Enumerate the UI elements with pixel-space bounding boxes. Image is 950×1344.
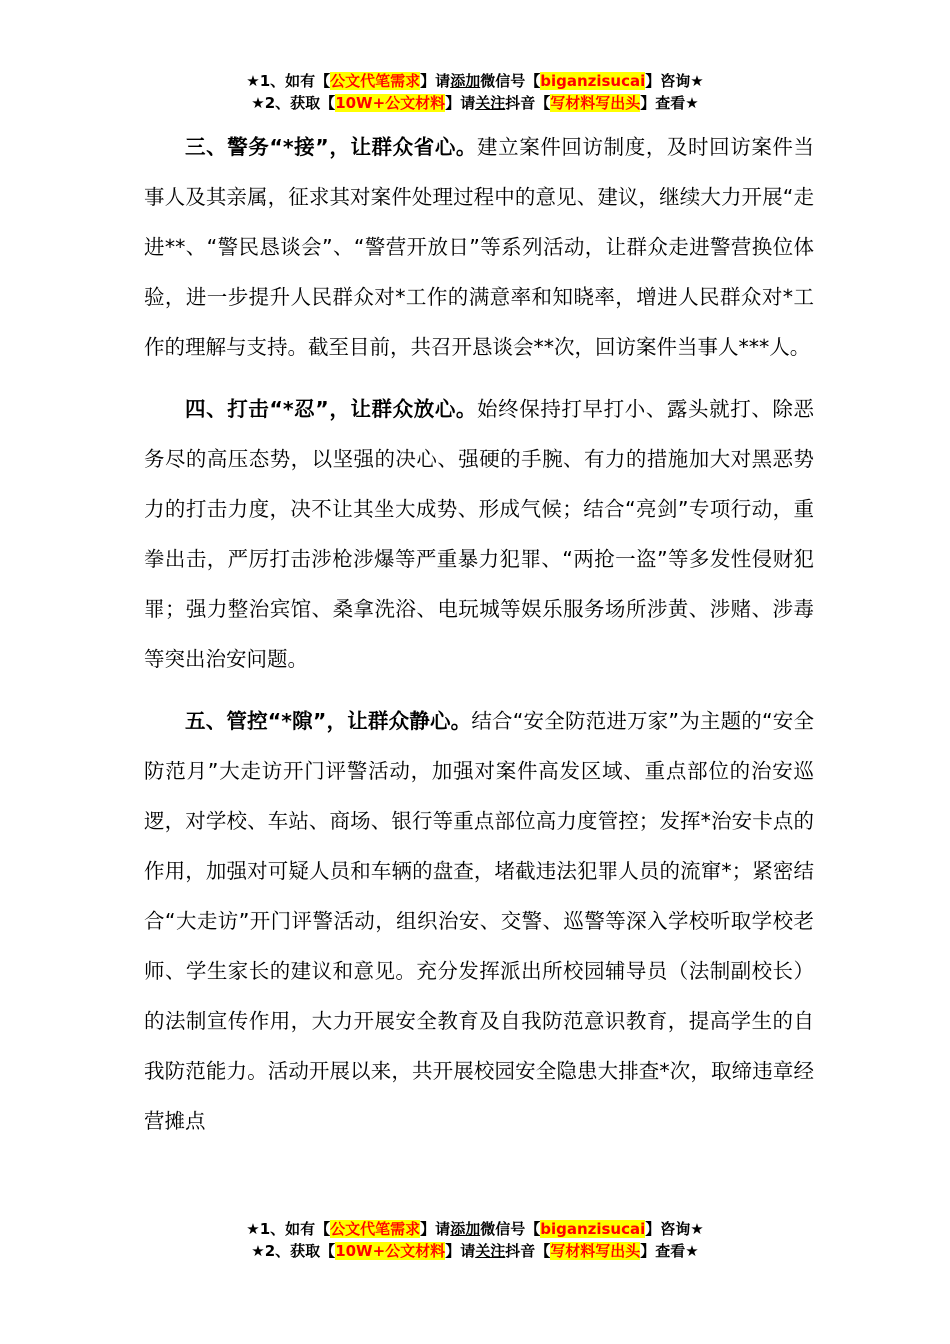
banner-line-1 — [0, 1218, 950, 1240]
paragraph-4 — [144, 384, 814, 684]
paragraph-text: 建立案件回访制度，及时回访案件当事人及其亲属，征求其对案件处理过程中的意见、建议，继续大力开展“走进**、“警民恳谈会”、“警营开放日”等系列活动，让群众走进警营换位体验，进一步提升人民群众对*工作的满意率和知晓率，增进人民群众对*工作的理解与支持。截至目前，共召开恳谈会**次，回访案件当事人***人。 — [144, 135, 815, 359]
banner-line-2 — [0, 1240, 950, 1262]
star-icon: ★ — [246, 1220, 260, 1238]
footer-banner — [0, 1218, 950, 1262]
header-banner — [0, 70, 950, 114]
paragraph-3 — [144, 122, 814, 372]
banner-text: 】请 — [445, 94, 476, 112]
banner-text: 抖音【 — [505, 1242, 551, 1260]
paragraph-5 — [144, 696, 814, 1146]
banner-text: 抖音【 — [505, 94, 551, 112]
underlined-word: 添加 — [450, 72, 481, 90]
paragraph-text: 始终保持打早打小、露头就打、除恶务尽的高压态势，以坚强的决心、强硬的手腕、有力的措施加大对黑恶势力的打击力度，决不让其坐大成势、形成气候；结合“亮剑”专项行动，重拳出击，严厉打击涉枪涉爆等严重暴力犯罪、“两抢一盗”等多发性侵财犯罪；强力整治宾馆、桑拿洗浴、电玩城等娱乐服务场所涉黄、涉赌、涉毒等突出治安问题。 — [144, 397, 815, 671]
paragraph-heading: 五、管控“*隙”，让群众静心。 — [185, 709, 472, 733]
banner-text: 】请 — [420, 72, 451, 90]
highlight-douyin-account: 写材料写出头 — [550, 94, 641, 112]
document-body — [144, 122, 814, 1146]
highlight-service: 公文代笔需求 — [330, 72, 421, 90]
banner-text: 微信号【 — [480, 72, 541, 90]
paragraph-heading: 四、打击“*忍”，让群众放心。 — [185, 397, 478, 421]
banner-line-1 — [0, 70, 950, 92]
highlight-wechat-id: biganzisucai — [540, 72, 646, 90]
banner-text: 2、获取【 — [264, 1242, 336, 1260]
banner-text: 】查看★ — [640, 94, 699, 112]
banner-text: 】咨询★ — [645, 1220, 704, 1238]
highlight-wechat-id: biganzisucai — [540, 1220, 646, 1238]
underlined-word: 关注 — [475, 1242, 506, 1260]
banner-text: 】查看★ — [640, 1242, 699, 1260]
highlight-douyin-account: 写材料写出头 — [550, 1242, 641, 1260]
banner-line-2 — [0, 92, 950, 114]
banner-text: 】咨询★ — [645, 72, 704, 90]
banner-text: 1、如有【 — [259, 1220, 331, 1238]
highlight-service: 公文代笔需求 — [330, 1220, 421, 1238]
banner-text: 微信号【 — [480, 1220, 541, 1238]
highlight-materials: 10W+公文材料 — [335, 94, 446, 112]
star-icon: ★ — [246, 72, 260, 90]
banner-text: 】请 — [445, 1242, 476, 1260]
star-icon: ★ — [251, 1242, 265, 1260]
star-icon: ★ — [251, 94, 265, 112]
banner-text: 】请 — [420, 1220, 451, 1238]
paragraph-text: 结合“安全防范进万家”为主题的“安全防范月”大走访开门评警活动，加强对案件高发区域、重点部位的治安巡逻，对学校、车站、商场、银行等重点部位高力度管控；发挥*治安卡点的作用，加强对可疑人员和车辆的盘查，堵截违法犯罪人员的流窜*；紧密结合“大走访”开门评警活动，组织治安、交警、巡警等深入学校听取学校老师、学生家长的建议和意见。充分发挥派出所校园辅导员（法制副校长）的法制宣传作用，大力开展安全教育及自我防范意识教育，提高学生的自我防范能力。活动开展以来，共开展校园安全隐患大排查*次，取缔违章经营摊点 — [144, 709, 814, 1133]
highlight-materials: 10W+公文材料 — [335, 1242, 446, 1260]
underlined-word: 关注 — [475, 94, 506, 112]
banner-text: 1、如有【 — [259, 72, 331, 90]
banner-text: 2、获取【 — [264, 94, 336, 112]
underlined-word: 添加 — [450, 1220, 481, 1238]
paragraph-heading: 三、警务“*接”，让群众省心。 — [185, 135, 478, 159]
